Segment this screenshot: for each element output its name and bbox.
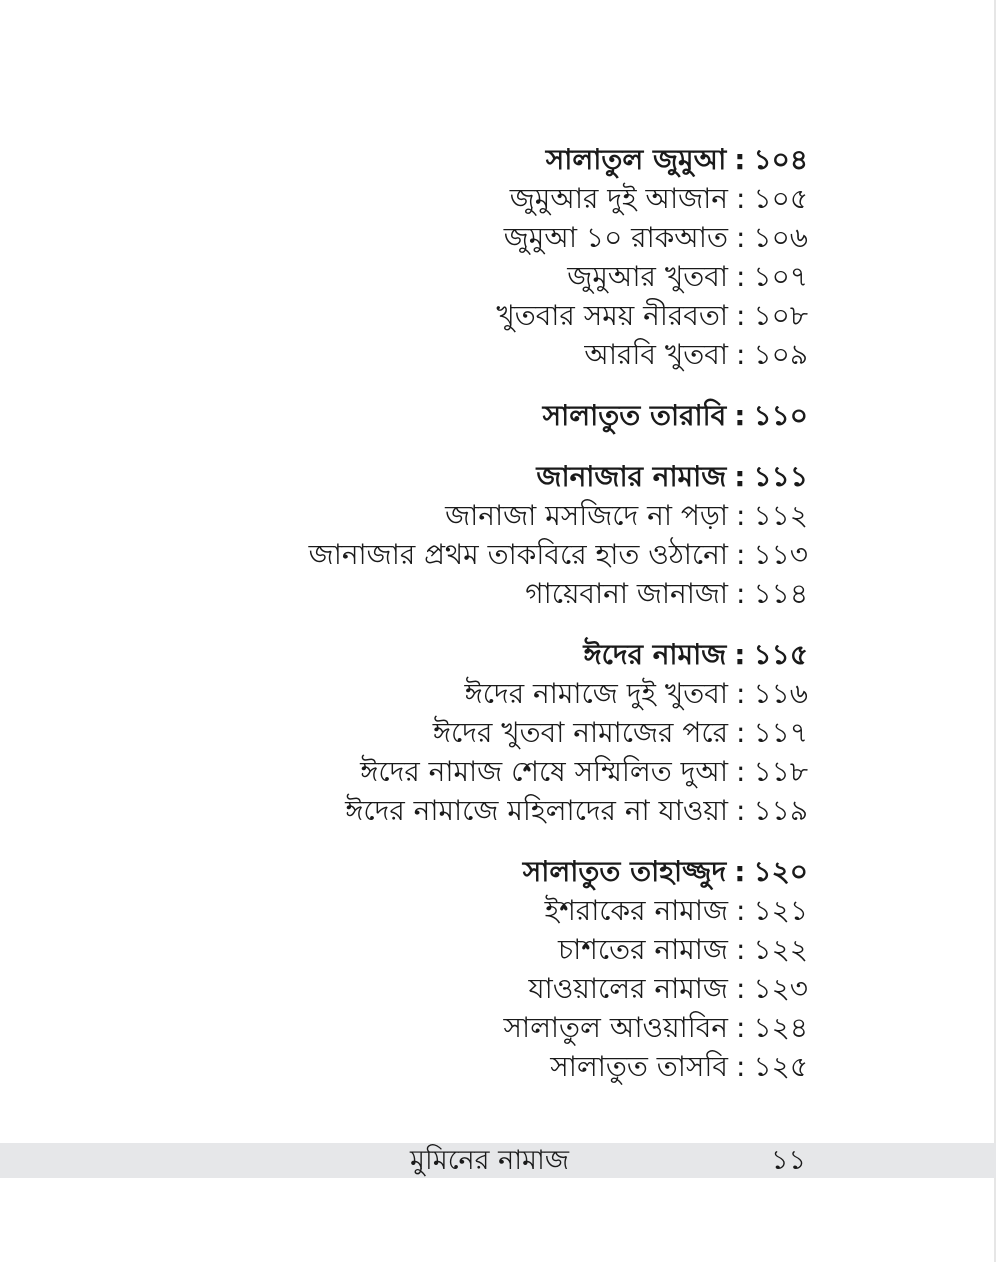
toc-entry-title: সালাতুত তারাবি (542, 399, 727, 432)
toc-entry (309, 969, 808, 1008)
toc-page-number: ১১১ (753, 460, 808, 493)
toc-page-number: ১১২ (753, 499, 808, 532)
toc-page-number: ১২৩ (753, 972, 808, 1005)
toc-page-number: ১০৪ (753, 143, 808, 176)
toc-section-heading (309, 396, 808, 435)
toc-entry (309, 535, 808, 574)
toc-entry-title: ইশরাকের নামাজ (544, 894, 729, 927)
toc-entry (309, 218, 808, 257)
toc-entry (309, 930, 808, 969)
toc-page-number: ১০৮ (753, 299, 808, 332)
toc-page-number: ১২২ (753, 933, 808, 966)
toc-page-number: ১২০ (753, 855, 808, 888)
toc-entry-title: খুতবার সময় নীরবতা (496, 299, 729, 332)
toc-separator: : (735, 972, 746, 1005)
toc-entry-title: সালাতুত তাসবি (550, 1050, 729, 1083)
toc-page-number: ১২১ (753, 894, 808, 927)
toc-separator: : (736, 577, 746, 610)
toc-page-number: ১১৮ (753, 755, 808, 788)
toc-separator: : (735, 933, 746, 966)
toc-separator: : (734, 143, 746, 176)
toc-separator: : (736, 716, 746, 749)
toc-separator: : (736, 755, 746, 788)
toc-entry-title: সালাতুল আওয়াবিন (503, 1011, 729, 1044)
toc-entry-title: ঈদের নামাজ (583, 638, 727, 671)
toc-entry (309, 257, 808, 296)
toc-entry (309, 296, 808, 335)
toc-separator: : (736, 338, 746, 371)
toc-separator: : (736, 794, 746, 827)
toc-entry-title: ঈদের নামাজ শেষে সম্মিলিত দুআ (360, 755, 729, 788)
toc-separator: : (736, 677, 746, 710)
toc-entry-title: চাশতের নামাজ (558, 933, 728, 966)
toc-group (309, 396, 808, 435)
toc-separator: : (735, 260, 746, 293)
toc-page-number: ১১০ (753, 399, 808, 432)
toc-group (309, 852, 808, 1086)
toc-entry (309, 752, 808, 791)
toc-section-heading (309, 635, 808, 674)
toc-entry (309, 891, 808, 930)
toc-separator: : (735, 221, 746, 254)
toc-entry-title: জানাজা মসজিদে না পড়া (445, 499, 729, 532)
toc-separator: : (734, 855, 746, 888)
toc-page-number: ১০৫ (753, 182, 808, 215)
toc-entry-title: আরবি খুতবা (584, 338, 729, 371)
toc-separator: : (736, 182, 746, 215)
toc-entry-title: জানাজার নামাজ (536, 460, 727, 493)
toc-page-number: ১১৩ (753, 538, 808, 571)
footer-book-title: মুমিনের নামাজ (410, 1145, 570, 1176)
toc-separator: : (736, 1011, 746, 1044)
toc-page-number: ১১৬ (753, 677, 808, 710)
toc-page-number: ১১৫ (753, 638, 808, 671)
toc-entry-title: জুমুআর দুই আজান (509, 182, 729, 215)
toc-page-number: ১১৪ (753, 577, 808, 610)
toc-entry (309, 791, 808, 830)
toc-entry-title: সালাতুত তাহাজ্জুদ (522, 855, 727, 888)
toc-entry-title: ঈদের নামাজে মহিলাদের না যাওয়া (345, 794, 729, 827)
toc-page-number: ১১৭ (753, 716, 808, 749)
toc-page-number: ১০৬ (753, 221, 808, 254)
toc-separator: : (736, 499, 746, 532)
footer-band (0, 1143, 996, 1178)
table-of-contents (309, 140, 808, 1108)
toc-separator: : (736, 538, 746, 571)
toc-group (309, 140, 808, 374)
toc-entry (309, 713, 808, 752)
toc-page-number: ১২৪ (753, 1011, 808, 1044)
toc-entry-title: ঈদের খুতবা নামাজের পরে (432, 716, 729, 749)
toc-entry-title: জুমুআর খুতবা (567, 260, 728, 293)
toc-entry (309, 1047, 808, 1086)
toc-entry-title: সালাতুল জুমুআ (545, 143, 727, 176)
toc-separator: : (734, 460, 746, 493)
toc-entry-title: যাওয়ালের নামাজ (528, 972, 728, 1005)
toc-entry (309, 1008, 808, 1047)
toc-group (309, 457, 808, 613)
toc-entry-title: জুমুআ ১০ রাকআত (503, 221, 728, 254)
toc-page-number: ১১৯ (753, 794, 808, 827)
toc-page-number: ১২৫ (753, 1050, 808, 1083)
toc-separator: : (734, 638, 746, 671)
toc-section-heading (309, 852, 808, 891)
footer-page-number: ১১ (770, 1145, 806, 1176)
toc-entry (309, 574, 808, 613)
toc-entry (309, 496, 808, 535)
toc-entry (309, 179, 808, 218)
toc-entry-title: জানাজার প্রথম তাকবিরে হাত ওঠানো (308, 538, 729, 571)
toc-separator: : (736, 894, 746, 927)
toc-separator: : (736, 1050, 746, 1083)
toc-page-number: ১০৯ (753, 338, 808, 371)
toc-section-heading (309, 140, 808, 179)
toc-separator: : (734, 399, 746, 432)
toc-entry (309, 674, 808, 713)
toc-entry-title: ঈদের নামাজে দুই খুতবা (464, 677, 729, 710)
toc-separator: : (736, 299, 746, 332)
toc-page-number: ১০৭ (753, 260, 808, 293)
toc-section-heading (309, 457, 808, 496)
toc-entry (309, 335, 808, 374)
toc-group (309, 635, 808, 830)
page-edge (994, 0, 996, 1262)
toc-entry-title: গায়েবানা জানাজা (525, 577, 729, 610)
